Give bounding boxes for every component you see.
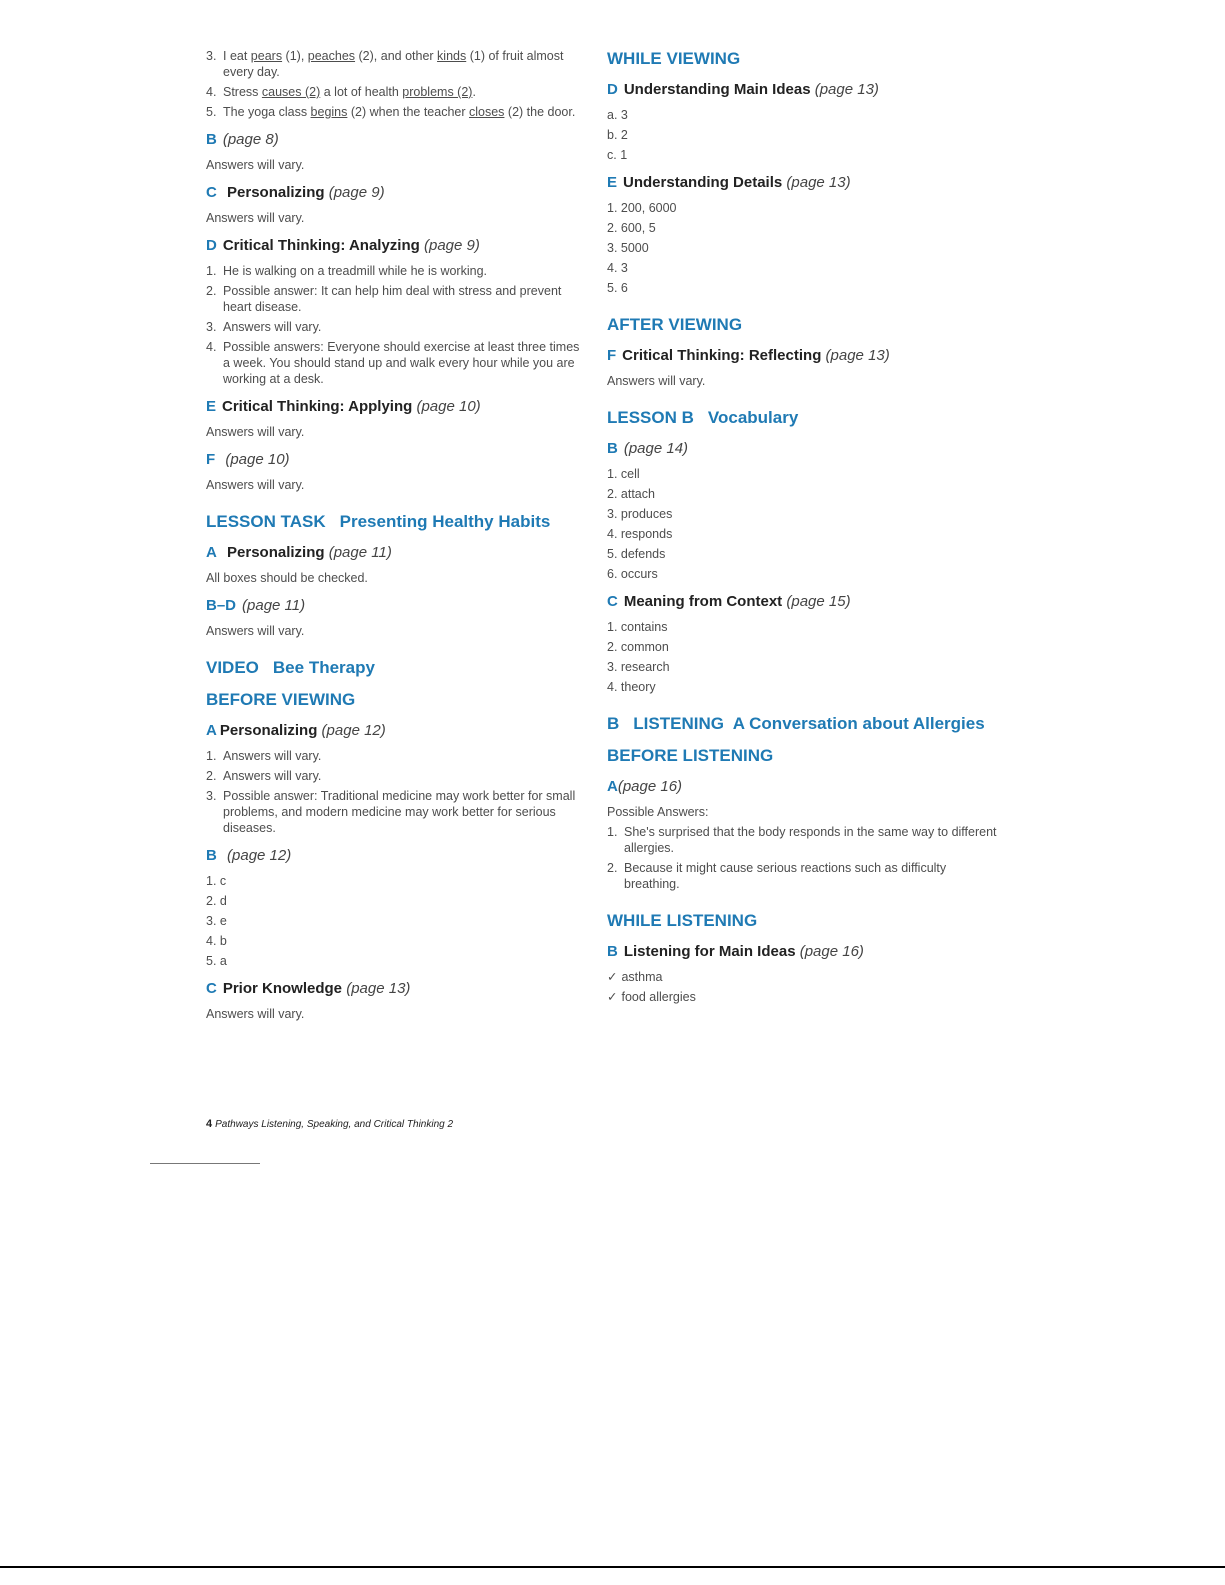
list-item: 3. 5000 — [607, 241, 649, 255]
bottom-border — [0, 1566, 1225, 1568]
list-item: 2. Because it might cause serious reactions such as difficulty breathing. — [607, 861, 947, 891]
left-column — [206, 48, 584, 1026]
before-listening-title: BEFORE LISTENING — [607, 746, 774, 765]
list-item: 2. Answers will vary. — [206, 769, 322, 783]
before-viewing-c-heading: C Prior Knowledge (page 13) — [206, 980, 411, 997]
list-item: ✓ food allergies — [607, 990, 696, 1004]
list-item: 1. contains — [607, 620, 668, 634]
list-item: c. 1 — [607, 148, 628, 162]
list-item: 5. a — [206, 954, 227, 968]
list-item: 4. Stress causes (2) a lot of health problems (2). — [206, 85, 476, 99]
checkmark-icon: ✓ — [607, 970, 618, 984]
lesson-b-b-heading: B (page 14) — [607, 440, 689, 457]
section-d-list — [206, 263, 584, 387]
while-viewing-e-heading: E Understanding Details (page 13) — [607, 174, 851, 191]
section-d-heading: D Critical Thinking: Analyzing (page 9) — [206, 237, 480, 254]
while-listening-b-list — [607, 969, 997, 1005]
video-title: VIDEO Bee Therapy — [206, 658, 375, 677]
list-item: b. 2 — [607, 128, 628, 142]
before-listening-a-intro: Possible Answers: — [607, 805, 709, 819]
list-item: 3. I eat pears (1), peaches (2), and other kinds (1) of fruit almost every day. — [206, 49, 564, 79]
top-items-list — [206, 48, 584, 120]
list-item: 5. defends — [607, 547, 666, 561]
lesson-b-c-heading: C Meaning from Context (page 15) — [607, 593, 851, 610]
right-column — [607, 48, 997, 1009]
after-viewing-title: AFTER VIEWING — [607, 315, 743, 334]
checkmark-icon: ✓ — [607, 990, 618, 1004]
list-item: 1. 200, 6000 — [607, 201, 677, 215]
section-b-heading: B (page 8) — [206, 131, 279, 148]
list-item: 3. research — [607, 660, 670, 674]
section-c-text: Answers will vary. — [206, 211, 305, 225]
while-viewing-d-heading: D Understanding Main Ideas (page 13) — [607, 81, 879, 98]
before-listening-a-list — [607, 824, 997, 892]
listening-title: B LISTENING A Conversation about Allergies — [607, 714, 985, 733]
list-item: 4. Possible answers: Everyone should exercise at least three times a week. You should stand up and walk every hour while you are working at a desk. — [206, 340, 580, 386]
list-item: 3. produces — [607, 507, 673, 521]
page-footer: 4 Pathways Listening, Speaking, and Critical Thinking 2 — [206, 1118, 454, 1130]
lesson-task-title: LESSON TASK Presenting Healthy Habits — [206, 512, 551, 531]
lesson-task-a-heading: A Personalizing (page 11) — [206, 544, 392, 561]
section-f-heading: F (page 10) — [206, 451, 290, 468]
list-item: 1. Answers will vary. — [206, 749, 322, 763]
list-item: 4. theory — [607, 680, 656, 694]
list-item: 1. cell — [607, 467, 640, 481]
list-item: 1. c — [206, 874, 227, 888]
before-viewing-b-heading: B (page 12) — [206, 847, 292, 864]
list-item: a. 3 — [607, 108, 628, 122]
section-f-text: Answers will vary. — [206, 478, 305, 492]
list-item: 1. He is walking on a treadmill while he is working. — [206, 264, 488, 278]
list-item: 4. b — [206, 934, 227, 948]
list-item: 3. Possible answer: Traditional medicine may work better for small problems, and modern medicine may work better for serious diseases. — [206, 789, 576, 835]
before-viewing-a-heading: A Personalizing (page 12) — [206, 722, 386, 739]
while-viewing-e-list — [607, 200, 997, 296]
list-item: 3. Answers will vary. — [206, 320, 322, 334]
list-item: 2. Possible answer: It can help him deal with stress and prevent heart disease. — [206, 284, 562, 314]
list-item: 6. occurs — [607, 567, 658, 581]
before-viewing-a-list — [206, 748, 584, 836]
list-item: 2. 600, 5 — [607, 221, 656, 235]
after-viewing-f-text: Answers will vary. — [607, 374, 706, 388]
lesson-b-title: LESSON B Vocabulary — [607, 408, 799, 427]
lesson-task-bd-text: Answers will vary. — [206, 624, 305, 638]
section-e-heading: E Critical Thinking: Applying (page 10) — [206, 398, 481, 415]
section-b-text: Answers will vary. — [206, 158, 305, 172]
list-item: 2. attach — [607, 487, 655, 501]
while-viewing-d-list — [607, 107, 997, 163]
before-viewing-b-list — [206, 873, 584, 969]
section-e-text: Answers will vary. — [206, 425, 305, 439]
list-item: 4. responds — [607, 527, 673, 541]
section-c-heading: C Personalizing (page 9) — [206, 184, 385, 201]
before-viewing-title: BEFORE VIEWING — [206, 690, 356, 709]
before-listening-a-heading: A(page 16) — [607, 778, 683, 795]
list-item: 5. The yoga class begins (2) when the teacher closes (2) the door. — [206, 105, 576, 119]
list-item: 1. She's surprised that the body responds in the same way to different allergies. — [607, 825, 997, 855]
after-viewing-f-heading: F Critical Thinking: Reflecting (page 13) — [607, 347, 890, 364]
before-viewing-c-text: Answers will vary. — [206, 1007, 305, 1021]
list-item: ✓ asthma — [607, 970, 663, 984]
while-viewing-title: WHILE VIEWING — [607, 49, 741, 68]
list-item: 2. d — [206, 894, 227, 908]
list-item: 2. common — [607, 640, 669, 654]
lesson-b-c-list — [607, 619, 997, 695]
while-listening-title: WHILE LISTENING — [607, 911, 758, 930]
list-item: 4. 3 — [607, 261, 628, 275]
footer-rule — [150, 1163, 260, 1164]
list-item: 5. 6 — [607, 281, 628, 295]
lesson-b-b-list — [607, 466, 997, 582]
list-item: 3. e — [206, 914, 227, 928]
lesson-task-bd-heading: B–D (page 11) — [206, 597, 306, 614]
while-listening-b-heading: B Listening for Main Ideas (page 16) — [607, 943, 864, 960]
lesson-task-a-text: All boxes should be checked. — [206, 571, 368, 585]
